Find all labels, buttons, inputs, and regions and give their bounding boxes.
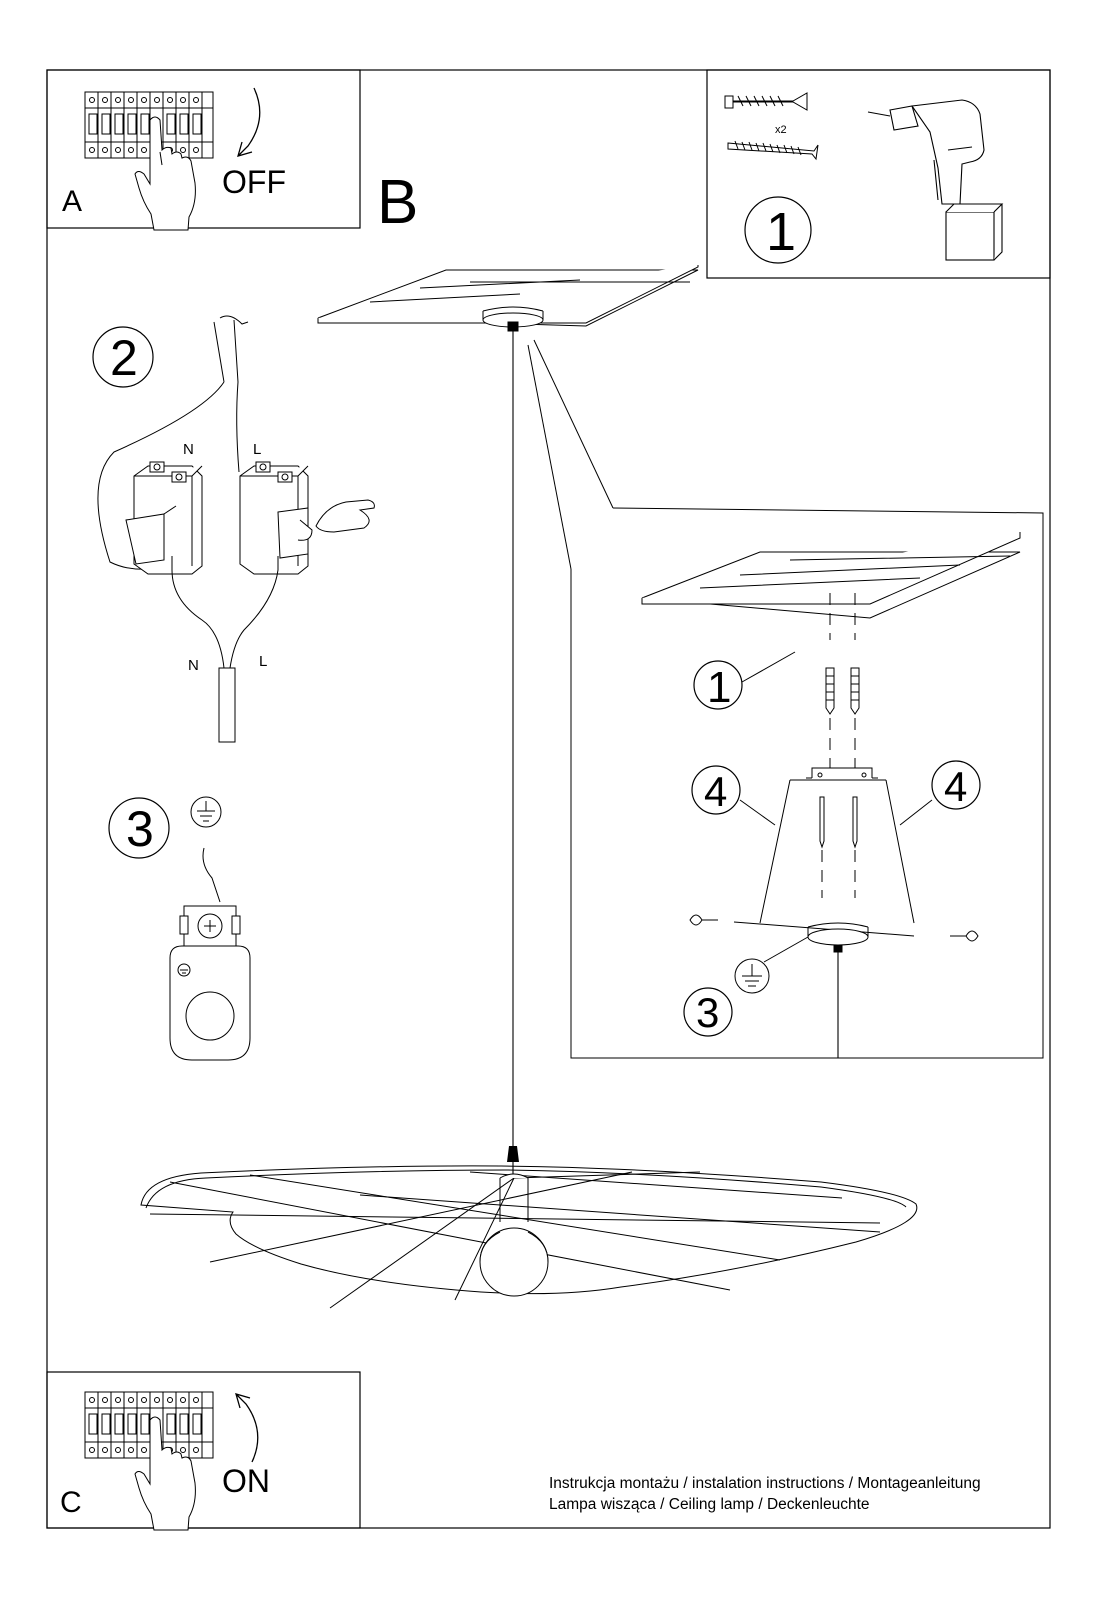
breaker-panel-icon <box>85 1392 213 1458</box>
cable-grip <box>507 1146 519 1162</box>
breaker-panel-icon <box>85 92 213 158</box>
mounting-bracket <box>806 768 878 778</box>
panel-b-letter: B <box>377 168 419 237</box>
wire-label-n-bottom: N <box>188 657 199 674</box>
drill-icon <box>868 100 1002 260</box>
detail-canopy <box>808 923 868 1058</box>
detail-step-1 <box>694 652 795 712</box>
arrow-down-icon <box>238 88 260 156</box>
lamp-cable <box>172 556 278 742</box>
svg-text:4: 4 <box>944 763 968 810</box>
detail-ceiling-plate <box>642 532 1020 618</box>
screw-icon <box>728 141 818 159</box>
terminal-block-icon <box>126 462 202 574</box>
svg-text:3: 3 <box>696 989 720 1036</box>
panel-c-letter: C <box>60 1486 82 1519</box>
terminal-block-icon <box>240 462 312 574</box>
detail-step-3 <box>684 988 732 1036</box>
ground-symbol-icon <box>735 937 808 993</box>
panel-a-action: OFF <box>222 164 286 200</box>
step-2-badge <box>93 327 153 387</box>
svg-text:4: 4 <box>704 768 728 815</box>
wall-plug-icon <box>725 93 807 110</box>
detail-wall-plugs <box>826 668 859 768</box>
panel-c-box <box>47 1372 360 1528</box>
svg-text:1: 1 <box>766 202 797 262</box>
wire-label-n-top: N <box>183 441 194 458</box>
footer-line-2: Lampa wisząca / Ceiling lamp / Deckenleuchte <box>549 1496 870 1513</box>
bracket-screws <box>820 797 857 898</box>
hand-icon <box>316 500 374 532</box>
detail-step-4-right <box>900 761 980 825</box>
tools-quantity: x2 <box>775 124 787 136</box>
svg-text:1: 1 <box>707 663 732 712</box>
svg-text:2: 2 <box>110 330 138 386</box>
panel-a-letter: A <box>62 185 83 218</box>
canopy <box>483 307 543 331</box>
wire-label-l-bottom: L <box>259 653 268 670</box>
panel-c-action: ON <box>222 1463 270 1499</box>
footer-caption <box>549 1473 1049 1515</box>
step-3-badge <box>109 798 169 858</box>
arrow-up-icon <box>236 1394 258 1462</box>
step-1-badge <box>745 197 811 263</box>
svg-text:3: 3 <box>126 801 154 857</box>
wire-label-l-top: L <box>253 441 262 458</box>
footer-line-1: Instrukcja montażu / instalation instructions / Montageanleitung <box>549 1475 981 1492</box>
ground-terminal <box>170 906 250 1060</box>
ground-symbol-icon <box>191 797 221 902</box>
detail-step-4-left <box>692 766 775 825</box>
